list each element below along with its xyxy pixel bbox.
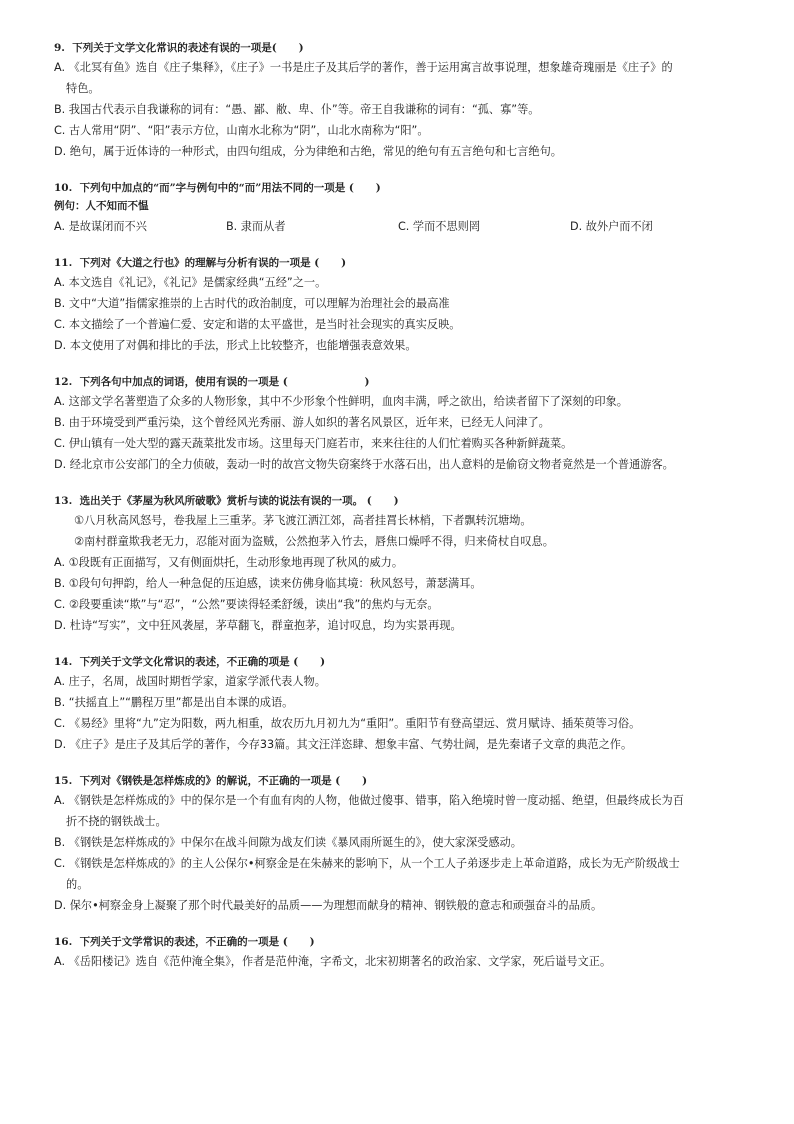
option-item: A. 是故谋闭而不兴	[54, 220, 147, 233]
option-line: B. 《钢铁是怎样炼成的》中保尔在战斗间隙为战友们读《暴风雨所诞生的》，使大家深受感动。	[54, 836, 522, 849]
question-stem: 11. 下列对《大道之行也》的理解与分析有误的一项是 ( )	[54, 257, 347, 269]
question-block	[54, 40, 744, 162]
quoted-passage-line: ②南村群童欺我老无力，忍能对面为盗贼，公然抱茅入竹去，唇焦口燥呼不得，归来倚杖自叹息。	[74, 535, 554, 548]
option-line: A. ①段既有正面描写，又有侧面烘托，生动形象地再现了秋风的威力。	[54, 556, 404, 569]
option-line: C. 《钢铁是怎样炼成的》的主人公保尔•柯察金是在朱赫来的影响下，从一个工人子弟逐步走上革命道路，成长为无产阶级战士	[54, 857, 680, 870]
question-stem: 12. 下列各句中加点的词语，使用有误的一项是 ( )	[54, 376, 370, 388]
question-stem: 9. 下列关于文学文化常识的表述有误的一项是( )	[54, 42, 304, 54]
option-line: A. 《钢铁是怎样炼成的》中的保尔是一个有血有肉的人物，他做过傻事、错事，陷入绝境时曾一度动摇、绝望，但最终成长为百	[54, 794, 684, 807]
question-block	[54, 493, 744, 636]
question-block	[54, 180, 744, 237]
option-continuation: 的。	[66, 878, 89, 891]
option-line: C. 《易经》里将“九”定为阳数，两九相重，故农历九月初九为“重阳”。重阳节有登高望远、赏月赋诗、插茱萸等习俗。	[54, 717, 641, 730]
question-stem: 10. 下列句中加点的“而”字与例句中的“而”用法不同的一项是 ( )	[54, 182, 381, 194]
option-line: A. 《北冥有鱼》选自《庄子集释》，《庄子》一书是庄子及其后学的著作，善于运用寓言故事说理，想象雄奇瑰丽是《庄子》的	[54, 61, 673, 74]
option-line: B. ①段句句押韵，给人一种急促的压迫感，读来仿佛身临其境：秋风怒号，萧瑟满耳。	[54, 577, 482, 590]
example-sentence: 例句：人不知而不愠	[54, 200, 149, 212]
exam-page	[54, 40, 744, 990]
option-line: D. 保尔•柯察金身上凝聚了那个时代最美好的品质——为理想而献身的精神、钢铁般的意志和顽强奋斗的品质。	[54, 899, 603, 912]
option-line: C. 伊山镇有一处大型的露天蔬菜批发市场。这里每天门庭若市，来来往往的人们忙着购买各种新鲜蔬菜。	[54, 437, 573, 450]
option-continuation: 折不挠的钢铁战士。	[66, 815, 167, 828]
option-item: B. 隶而从者	[226, 220, 286, 233]
option-line: B. 由于环境受到严重污染，这个曾经风光秀丽、游人如织的著名风景区，近年来，已经无人问津了。	[54, 416, 550, 429]
question-stem: 14. 下列关于文学文化常识的表述，不正确的项是 ( )	[54, 656, 326, 668]
quoted-passage-line: ①八月秋高风怒号，卷我屋上三重茅。茅飞渡江洒江郊，高者挂罥长林梢，下者飘转沉塘坳。	[74, 514, 532, 527]
option-continuation: 特色。	[66, 82, 100, 95]
options-row	[54, 216, 744, 237]
option-line: D. 《庄子》是庄子及其后学的著作，今存33篇。其文汪洋恣肆、想象丰富、气势壮阔，是先秦诸子文章的典范之作。	[54, 738, 633, 751]
question-block	[54, 255, 744, 356]
question-block	[54, 934, 744, 972]
option-line: C. 本文描绘了一个普遍仁爱、安定和谐的太平盛世，是当时社会现实的真实反映。	[54, 318, 461, 331]
option-line: B. “扶摇直上”“鹏程万里”都是出自本课的成语。	[54, 696, 294, 709]
question-block	[54, 374, 744, 475]
question-block	[54, 773, 744, 916]
option-line: D. 经北京市公安部门的全力侦破，轰动一时的故宫文物失窃案终于水落石出，出人意料的是偷窃文物者竟然是一个普通游客。	[54, 458, 674, 471]
option-line: B. 文中“大道”指儒家推崇的上古时代的政治制度，可以理解为治理社会的最高准	[54, 297, 450, 310]
option-line: A. 《岳阳楼记》选自《范仲淹全集》，作者是范仲淹，字希文，北宋初期著名的政治家、文学家，死后谥号文正。	[54, 955, 612, 968]
option-line: A. 庄子，名周，战国时期哲学家，道家学派代表人物。	[54, 675, 326, 688]
question-stem: 16. 下列关于文学常识的表述，不正确的一项是 ( )	[54, 936, 315, 948]
option-item: D. 故外户而不闭	[570, 220, 653, 233]
option-line: A. 本文选自《礼记》，《礼记》是儒家经典“五经”之一。	[54, 276, 327, 289]
option-line: C. 古人常用“阴”、“阳”表示方位，山南水北称为“阴”，山北水南称为“阳”。	[54, 124, 429, 137]
question-stem: 13. 选出关于《茅屋为秋风所破歌》赏析与读的说法有误的一项。 ( )	[54, 495, 399, 507]
option-line: B. 我国古代表示自我谦称的词有：“愚、鄙、敝、卑、仆”等。帝王自我谦称的词有：“孤、寡”等。	[54, 103, 540, 116]
question-block	[54, 654, 744, 755]
option-item: C. 学而不思则罔	[398, 220, 481, 233]
option-line: D. 杜诗“写实”，文中狂风袭屋，茅草翻飞，群童抱茅，追讨叹息，均为实景再现。	[54, 619, 462, 632]
question-stem: 15. 下列对《钢铁是怎样炼成的》的解说，不正确的一项是 ( )	[54, 775, 368, 787]
option-line: C. ②段要重读“欺”与“忍”，“公然”要读得轻柔舒缓，读出“我”的焦灼与无奈。	[54, 598, 439, 611]
option-line: D. 本文使用了对偶和排比的手法，形式上比较整齐，也能增强表意效果。	[54, 339, 417, 352]
option-line: A. 这部文学名著塑造了众多的人物形象，其中不少形象个性鲜明，血肉丰满，呼之欲出，给读者留下了深刻的印象。	[54, 395, 628, 408]
option-line: D. 绝句，属于近体诗的一种形式，由四句组成，分为律绝和古绝，常见的绝句有五言绝句和七言绝句。	[54, 145, 562, 158]
